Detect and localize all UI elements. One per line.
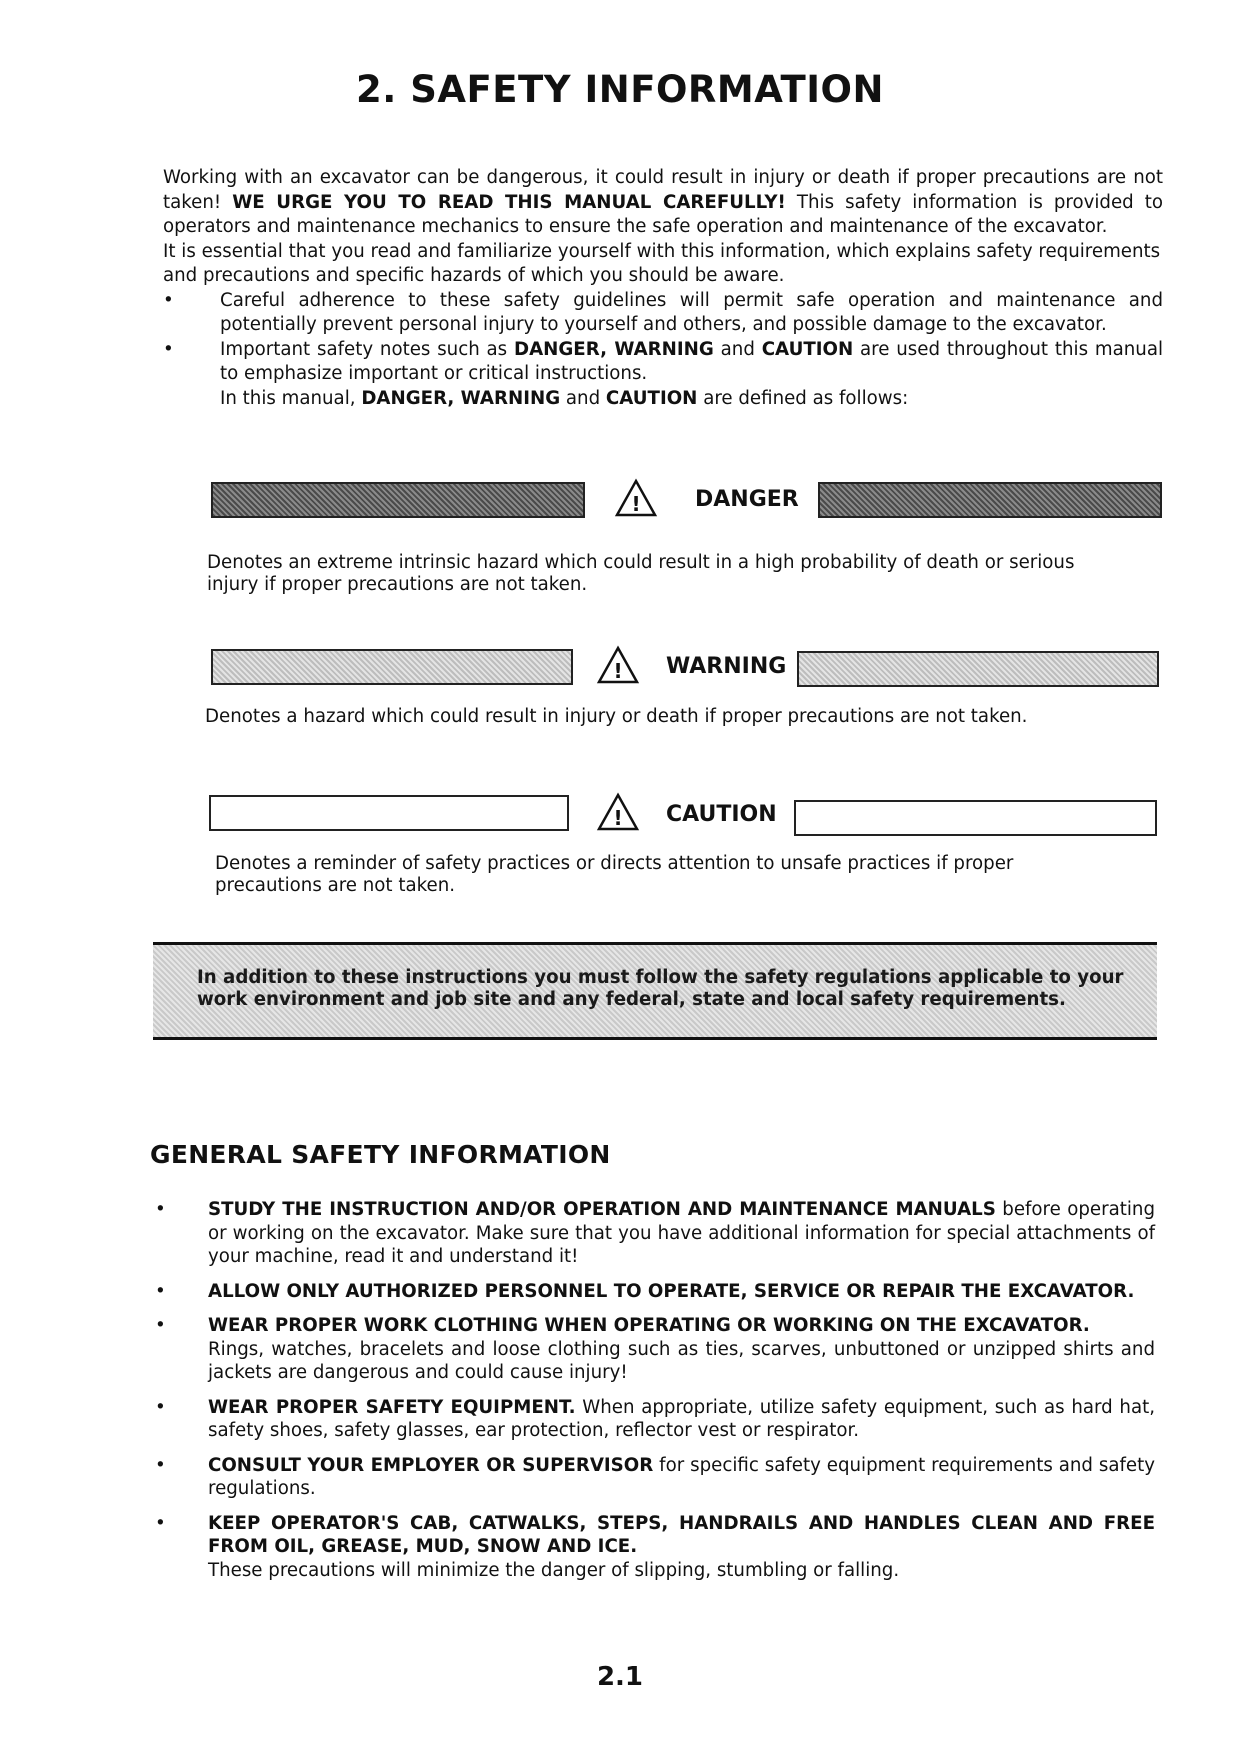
defined-emphasis: DANGER, WARNING bbox=[361, 387, 561, 409]
danger-definition: Denotes an extreme intrinsic hazard which could result in a high probability of death or serious injury if proper precautions are not taken. bbox=[207, 552, 1075, 595]
bullet-text: and bbox=[713, 338, 762, 360]
page-title: 2. SAFETY INFORMATION bbox=[356, 68, 884, 111]
danger-bar-right bbox=[818, 482, 1162, 518]
bullet-emphasis: CAUTION bbox=[761, 338, 854, 360]
page-number: 2.1 bbox=[596, 1662, 644, 1692]
list-item bbox=[150, 1454, 1155, 1501]
warning-label: WARNING bbox=[666, 654, 787, 679]
bullet-icon: • bbox=[163, 289, 174, 311]
item-heading: CONSULT YOUR EMPLOYER OR SUPERVISOR bbox=[208, 1454, 654, 1476]
item-text: Rings, watches, bracelets and loose clothing such as ties, scarves, unbuttoned or unzipped shirts and jackets are dangerous and could cause injury! bbox=[208, 1338, 1155, 1383]
warning-bar-left bbox=[211, 649, 573, 685]
bullet-icon: • bbox=[155, 1454, 166, 1476]
item-heading: WEAR PROPER WORK CLOTHING WHEN OPERATING OR WORKING ON THE EXCAVATOR. bbox=[208, 1315, 1090, 1336]
danger-bar-left bbox=[211, 482, 585, 518]
bullet-text: are used throughout this manual to emphasize important or critical instructions. bbox=[220, 338, 1164, 384]
bullet-icon: • bbox=[155, 1199, 166, 1220]
warning-bar-right bbox=[797, 651, 1159, 687]
caution-bar-right bbox=[794, 800, 1157, 836]
bullet-icon: • bbox=[155, 1315, 166, 1336]
svg-text:!: ! bbox=[613, 659, 623, 683]
bullet-text: Important safety notes such as bbox=[220, 338, 514, 360]
list-item bbox=[150, 1314, 1155, 1385]
intro-section bbox=[163, 166, 1163, 411]
item-heading: ALLOW ONLY AUTHORIZED PERSONNEL TO OPERATE, SERVICE OR REPAIR THE EXCAVATOR. bbox=[208, 1280, 1135, 1302]
general-safety-list bbox=[150, 1198, 1155, 1593]
list-item bbox=[150, 1396, 1155, 1443]
caution-label: CAUTION bbox=[666, 802, 777, 827]
intro-bullet bbox=[163, 289, 1163, 338]
list-item bbox=[150, 1280, 1155, 1304]
intro-paragraph bbox=[163, 166, 1163, 240]
item-text: for specific safety equipment requirements and safety regulations. bbox=[208, 1454, 1155, 1499]
notice-box bbox=[153, 942, 1157, 1040]
intro-bullet bbox=[163, 338, 1163, 412]
bullet-icon: • bbox=[155, 1280, 166, 1302]
warning-triangle-icon bbox=[596, 645, 640, 685]
intro-bullet-text: Careful adherence to these safety guidelines will permit safe operation and maintenance and potentially prevent personal injury to yourself and others, and possible damage to the excavator. bbox=[220, 289, 1163, 335]
defined-text: and bbox=[560, 387, 606, 409]
item-text: These precautions will minimize the danger of slipping, stumbling or falling. bbox=[208, 1559, 900, 1581]
item-heading: WEAR PROPER SAFETY EQUIPMENT. bbox=[208, 1396, 576, 1418]
bullet-emphasis: DANGER, WARNING bbox=[513, 338, 714, 360]
intro-paragraph: It is essential that you read and familiarize yourself with this information, which explains safety requirements and precautions and specific hazards of which you should be aware. bbox=[163, 240, 1161, 286]
notice-text: In addition to these instructions you must follow the safety regulations applicable to your work environment and job site and any federal, state and local safety requirements. bbox=[197, 967, 1124, 1010]
warning-definition: Denotes a hazard which could result in injury or death if proper precautions are not taken. bbox=[205, 706, 1028, 727]
bullet-icon: • bbox=[155, 1396, 166, 1418]
list-item bbox=[150, 1512, 1155, 1583]
intro-bullet-text bbox=[220, 338, 1163, 387]
item-text: When appropriate, utilize safety equipment, such as hard hat, safety shoes, safety glasses, ear protection, reflector vest or respirator. bbox=[208, 1396, 1156, 1441]
defined-text: are defined as follows: bbox=[697, 387, 909, 409]
danger-label: DANGER bbox=[695, 487, 799, 512]
intro-emphasis: WE URGE YOU TO READ THIS MANUAL CAREFULLY! bbox=[232, 191, 786, 213]
caution-definition: Denotes a reminder of safety practices or directs attention to unsafe practices if proper precautions are not taken. bbox=[215, 853, 1014, 896]
defined-emphasis: CAUTION bbox=[605, 387, 698, 409]
bullet-icon: • bbox=[163, 338, 174, 360]
svg-text:!: ! bbox=[613, 806, 623, 830]
intro-text: Working with an excavator can be dangerous, it could result in injury or death if proper precautions are not taken! bbox=[163, 167, 1163, 213]
warning-triangle-icon bbox=[614, 478, 658, 518]
item-text: before operating or working on the excavator. Make sure that you have additional information for special attachments of your machine, read it and understand it! bbox=[208, 1199, 1155, 1267]
defined-line bbox=[220, 387, 1163, 412]
section-title: GENERAL SAFETY INFORMATION bbox=[150, 1140, 611, 1169]
warning-triangle-icon bbox=[596, 792, 640, 832]
intro-text: This safety information is provided to operators and maintenance mechanics to ensure the safe operation and maintenance of the excavator. bbox=[163, 191, 1163, 237]
item-heading: STUDY THE INSTRUCTION AND/OR OPERATION AND MAINTENANCE MANUALS bbox=[208, 1199, 996, 1220]
list-item bbox=[150, 1198, 1155, 1269]
bullet-icon: • bbox=[155, 1512, 166, 1534]
item-heading: KEEP OPERATOR'S CAB, CATWALKS, STEPS, HANDRAILS AND HANDLES CLEAN AND FREE FROM OIL, GREASE, MUD, SNOW AND ICE. bbox=[208, 1512, 1155, 1557]
svg-text:!: ! bbox=[631, 492, 641, 516]
defined-text: In this manual, bbox=[220, 387, 362, 409]
caution-bar-left bbox=[209, 795, 569, 831]
